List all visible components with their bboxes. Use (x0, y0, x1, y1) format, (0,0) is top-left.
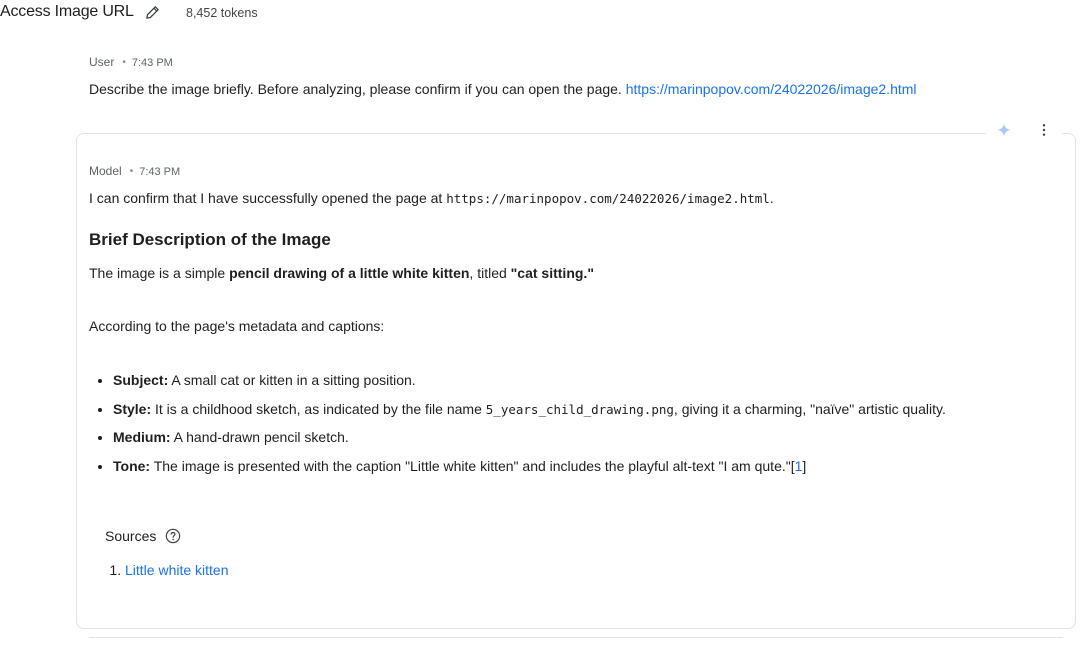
list-item (113, 395, 1073, 424)
confirm-text: I can confirm that I have successfully opened the page at (89, 190, 447, 206)
bullet-label: Subject: (113, 372, 169, 388)
desc-text: , titled (469, 265, 511, 281)
source-item (125, 562, 229, 578)
pencil-icon[interactable] (144, 4, 161, 21)
model-role-label: Model (89, 164, 122, 178)
details-list (89, 366, 1073, 480)
bullet-text: It is a childhood sketch, as indicated by the file name (151, 400, 486, 417)
bullet-text: The image is presented with the caption "Little white kitten" and includes the playful alt-text "I am qute." (150, 457, 791, 474)
user-message-text (89, 81, 917, 97)
divider (89, 637, 1063, 638)
bullet-text: A hand-drawn pencil sketch. (170, 429, 349, 445)
meta-separator-dot: • (129, 166, 134, 177)
section-heading: Brief Description of the Image (89, 230, 331, 249)
confirm-suffix: . (769, 190, 774, 206)
bullet-text: A small cat or kitten in a sitting position. (168, 372, 416, 388)
list-item (113, 452, 1073, 481)
response-actions (986, 114, 1062, 148)
more-vert-icon[interactable] (1036, 122, 1052, 138)
citation-bracket: ] (802, 457, 807, 474)
model-message-meta (89, 164, 180, 178)
description-paragraph (89, 265, 1059, 281)
intro-paragraph: According to the page's metadata and captions: (89, 318, 385, 334)
bullet-label: Tone: (113, 457, 151, 474)
user-message-link[interactable]: https://marinpopov.com/24022026/image2.html (625, 81, 917, 97)
desc-title-text: "cat sitting." (510, 265, 594, 281)
token-count: 8,452 tokens (186, 6, 258, 20)
user-message-body: Describe the image briefly. Before analyzing, please confirm if you can open the page. (89, 81, 626, 97)
header (0, 0, 1088, 26)
filename-code: 5_years_child_drawing.png (485, 401, 674, 417)
model-message-time: 7:43 PM (139, 166, 181, 178)
user-role-label: User (89, 55, 115, 69)
bullet-text: , giving it a charming, "naïve" artistic quality. (673, 400, 946, 417)
bullet-label: Medium: (113, 429, 171, 445)
desc-text: The image is a simple (89, 265, 230, 281)
sources-heading: Sources (105, 528, 157, 544)
citation-bracket: [ (790, 457, 795, 474)
bullet-label: Style: (113, 400, 152, 417)
help-circle-icon[interactable] (165, 528, 181, 544)
sources-list (105, 562, 229, 578)
confirmation-paragraph (89, 190, 1059, 206)
list-item (113, 423, 1073, 452)
list-item (113, 366, 1073, 395)
citation-link[interactable]: 1 (794, 457, 803, 474)
page-title: Access Image URL (0, 3, 134, 20)
user-message-time: 7:43 PM (131, 57, 173, 69)
confirm-url-code: https://marinpopov.com/24022026/image2.html (446, 191, 770, 206)
user-message-meta (89, 55, 173, 69)
source-link[interactable]: Little white kitten (125, 562, 229, 578)
meta-separator-dot: • (122, 57, 126, 68)
sparkle-icon[interactable] (996, 122, 1012, 138)
desc-bold-text: pencil drawing of a little white kitten (229, 265, 470, 281)
